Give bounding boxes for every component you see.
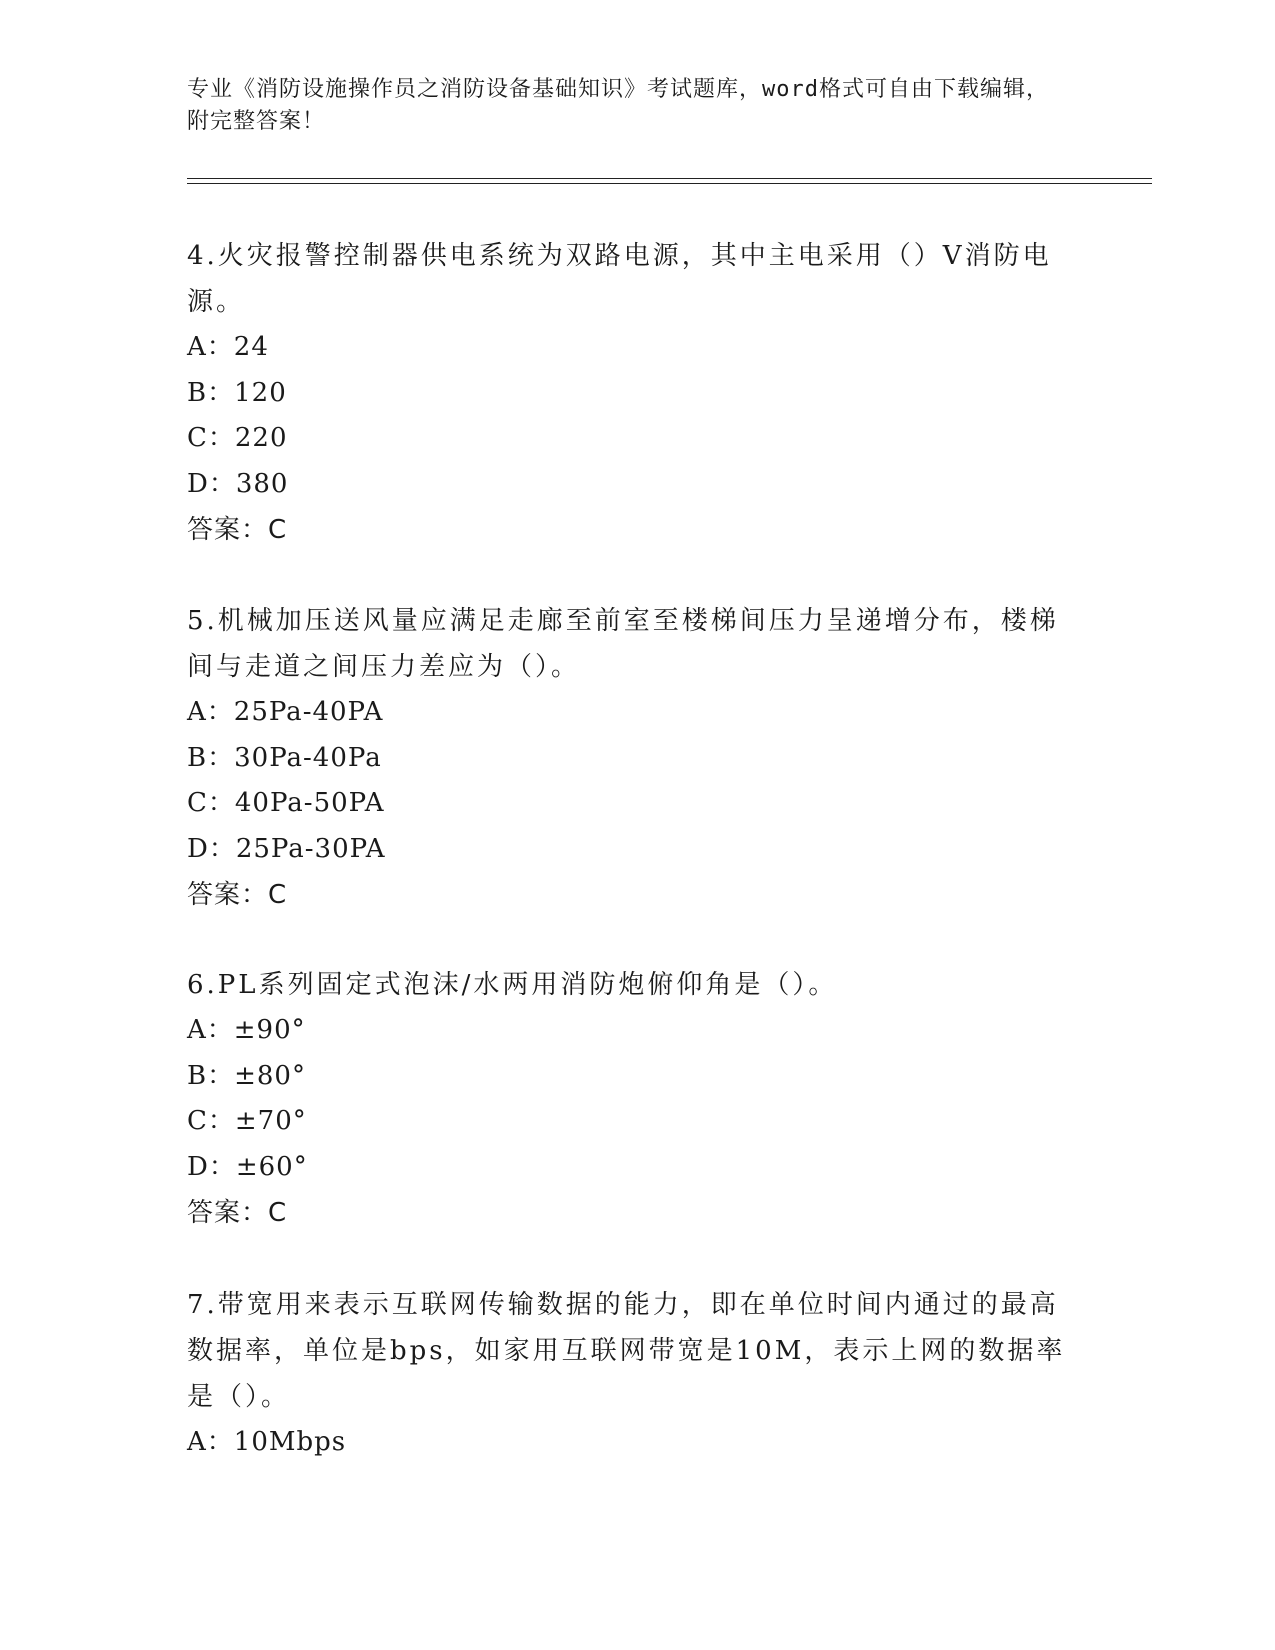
question-block	[187, 1282, 1087, 1466]
document-header: 专业《消防设施操作员之消防设备基础知识》考试题库，word格式可自由下载编辑，附完整答案！	[187, 77, 1049, 134]
option-d: D：380	[187, 468, 289, 499]
header-divider-bottom	[187, 183, 1152, 184]
option-b: B：30Pa-40Pa	[187, 742, 382, 773]
option-d: D：±60°	[187, 1151, 308, 1182]
answer: 答案：C	[187, 515, 288, 545]
question-stem: 6.PL系列固定式泡沫/水两用消防炮俯仰角是（）。	[187, 970, 838, 1000]
option-a: A：10Mbps	[187, 1427, 347, 1457]
question-stem: 7.带宽用来表示互联网传输数据的能力，即在单位时间内通过的最高数据率，单位是bps，如家用互联网带宽是10M，表示上网的数据率是（）。	[187, 1290, 1066, 1412]
option-c: C：40Pa-50PA	[187, 788, 385, 818]
answer: 答案：C	[187, 880, 288, 910]
option-b: B：±80°	[187, 1060, 306, 1091]
option-c: C：220	[187, 423, 288, 453]
header-divider-top	[187, 178, 1152, 179]
option-a: A：±90°	[187, 1015, 306, 1045]
question-stem: 4.火灾报警控制器供电系统为双路电源，其中主电采用（）V消防电源。	[187, 241, 1052, 317]
question-block	[187, 962, 1087, 1236]
option-a: A：25Pa-40PA	[187, 697, 384, 727]
question-block	[187, 233, 1087, 553]
question-block	[187, 598, 1087, 918]
option-c: C：±70°	[187, 1106, 307, 1136]
answer: 答案：C	[187, 1198, 288, 1228]
option-d: D：25Pa-30PA	[187, 833, 386, 864]
question-stem: 5.机械加压送风量应满足走廊至前室至楼梯间压力呈递增分布，楼梯间与走道之间压力差应为（）。	[187, 606, 1059, 682]
option-b: B：120	[187, 377, 287, 408]
option-a: A：24	[187, 332, 269, 362]
